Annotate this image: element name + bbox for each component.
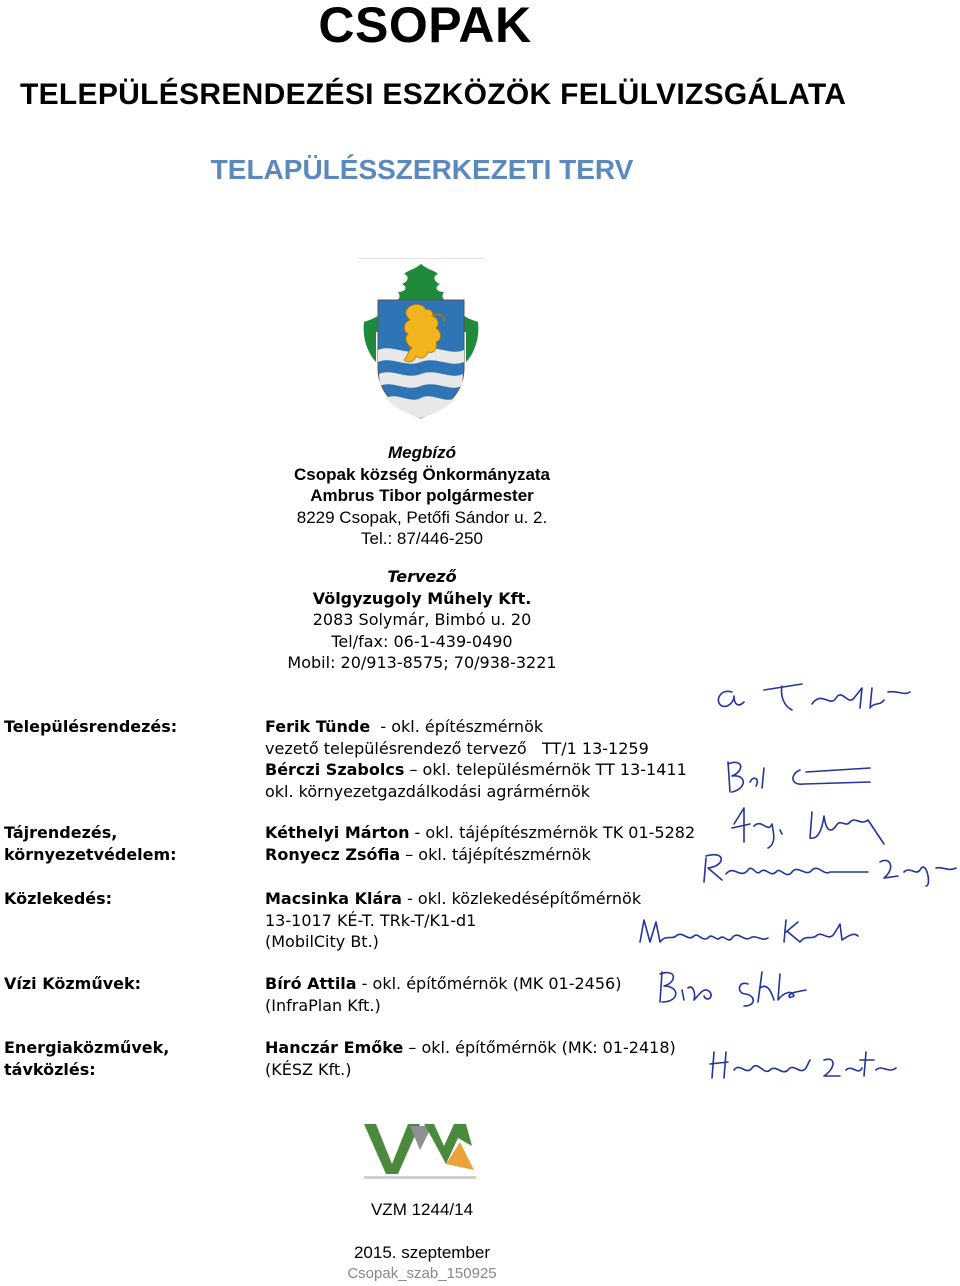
team-label-transport: Közlekedés: xyxy=(4,889,113,908)
client-mayor: Ambrus Tibor polgármester xyxy=(310,486,534,505)
team-values-landscape xyxy=(265,822,695,865)
team-label-urban-planning: Településrendezés: xyxy=(4,717,178,736)
client-heading: Megbízó xyxy=(388,443,456,462)
designer-address: 2083 Solymár, Bimbó u. 20 xyxy=(312,610,532,629)
document-title: TELEPÜLÉSRENDEZÉSI ESZKÖZÖK FELÜLVIZSGÁLATA xyxy=(20,78,847,111)
signature-ferik-icon xyxy=(712,680,917,720)
team-line: Ferik Tünde - okl. építészmérnök xyxy=(265,717,544,736)
team-label-energy: Energiaközművek, távközlés: xyxy=(4,1038,170,1079)
team-line: Macsinka Klára - okl. közlekedésépítőmérnök xyxy=(265,889,642,908)
team-line: 13-1017 KÉ-T. TRk-T/K1-d1 xyxy=(265,910,477,930)
team-line: okl. környezetgazdálkodási agrármérnök xyxy=(265,781,591,801)
client-name: Csopak község Önkormányzata xyxy=(293,464,551,484)
vzm-logo-icon xyxy=(362,1120,478,1182)
team-values-transport xyxy=(265,888,641,953)
signature-kethelyi-icon xyxy=(728,804,913,850)
team-line: Bíró Attila - okl. építőmérnök (MK 01-2456) xyxy=(265,974,622,993)
document-subtitle: TELAPÜLÉSSZERKEZETI TERV xyxy=(210,154,634,185)
town-name: CSOPAK xyxy=(318,0,532,53)
signature-hanczar-icon xyxy=(706,1046,900,1084)
team-values-urban-planning xyxy=(265,716,687,802)
signature-biro-icon xyxy=(652,966,814,1008)
client-block xyxy=(0,442,844,550)
team-line: vezető településrendező tervező TT/1 13-1259 xyxy=(265,738,649,758)
signature-ronyecz-icon xyxy=(700,846,960,892)
team-line: Ronyecz Zsófia – okl. tájépítészmérnök xyxy=(265,844,591,864)
file-identifier: Csopak_szab_150925 xyxy=(347,1265,497,1282)
coat-of-arms-icon xyxy=(358,258,484,422)
document-date: 2015. szeptember xyxy=(353,1243,491,1262)
designer-block xyxy=(0,566,844,674)
team-line: (MobilCity Bt.) xyxy=(265,932,379,951)
team-values-water xyxy=(265,973,621,1016)
designer-heading: Tervező xyxy=(387,567,457,586)
designer-mobile: Mobil: 20/913-8575; 70/938-3221 xyxy=(287,653,557,672)
team-line: Hanczár Emőke – okl. építőmérnök (MK: 01-2418) xyxy=(265,1038,676,1057)
team-values-energy xyxy=(265,1037,676,1080)
client-address: 8229 Csopak, Petőfi Sándor u. 2. xyxy=(296,507,548,527)
team-line: Kéthelyi Márton - okl. tájépítészmérnök TK 01-5282 xyxy=(265,823,696,842)
team-line: (InfraPlan Kft.) xyxy=(265,995,381,1015)
team-label-water: Vízi Közművek: xyxy=(4,974,142,993)
signature-berczi-icon xyxy=(720,752,880,802)
designer-telfax: Tel/fax: 06-1-439-0490 xyxy=(331,631,513,651)
team-label-landscape: Tájrendezés, környezetvédelem: xyxy=(4,823,177,864)
team-line: (KÉSZ Kft.) xyxy=(265,1059,352,1079)
designer-name: Völgyzugoly Műhely Kft. xyxy=(312,588,532,608)
project-reference: VZM 1244/14 xyxy=(370,1200,474,1219)
signature-macsinka-icon xyxy=(636,914,862,950)
team-line: Bérczi Szabolcs – okl. településmérnök TT 13-1411 xyxy=(265,760,687,779)
client-phone: Tel.: 87/446-250 xyxy=(361,529,483,548)
